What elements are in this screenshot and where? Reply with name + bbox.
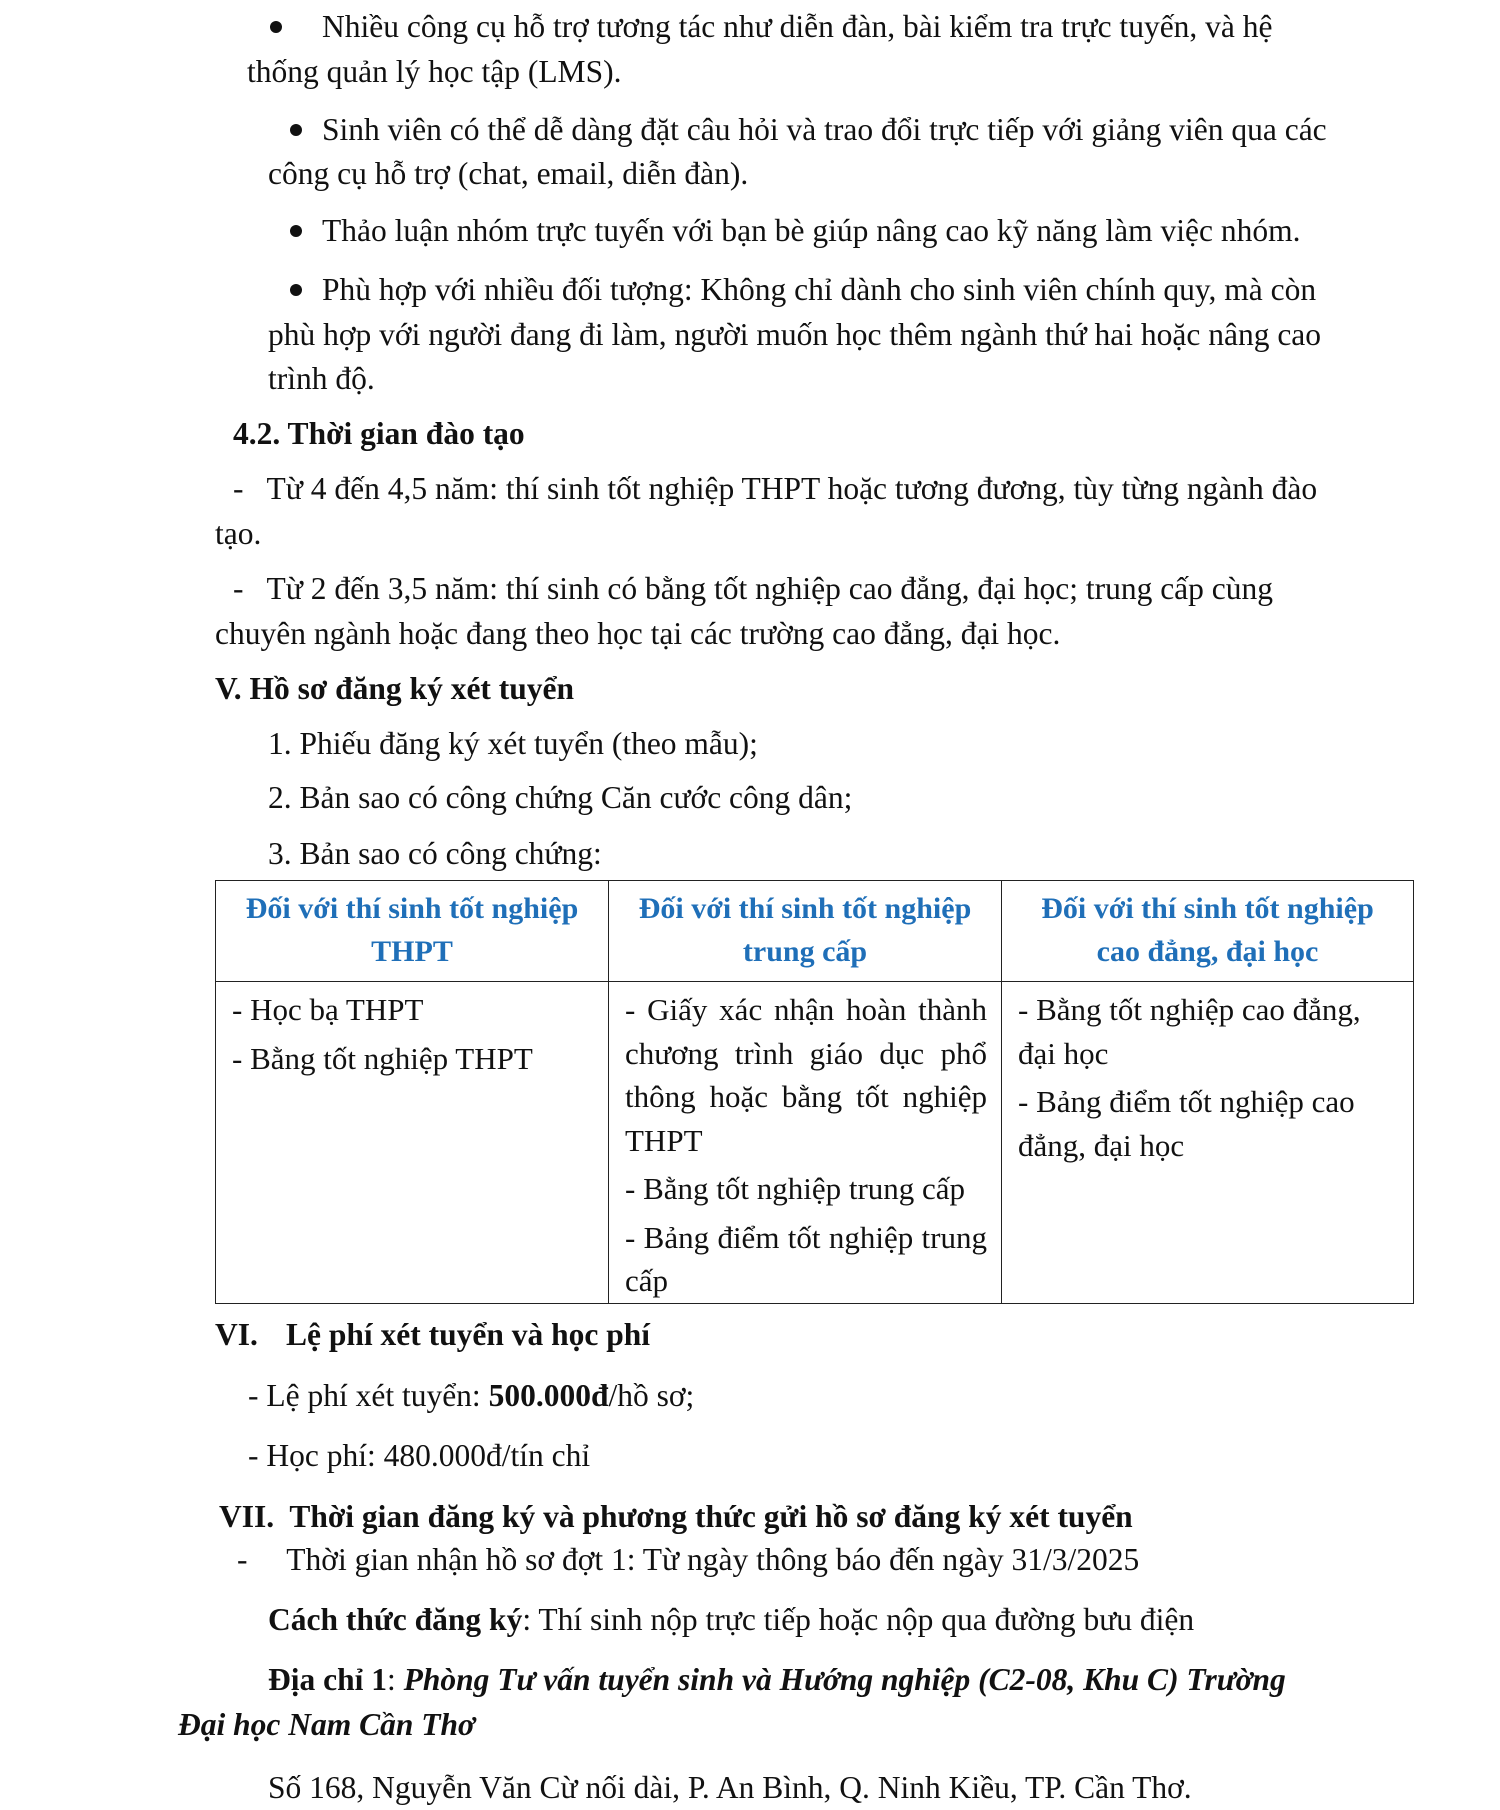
section-v-list-item-3: 3. Bản sao có công chứng:: [268, 836, 602, 871]
bullet-dot: [290, 225, 302, 237]
table-cell-item: - Học bạ THPT: [232, 992, 424, 1027]
section-4-2-item-2-line-1: - Từ 2 đến 3,5 năm: thí sinh có bằng tốt nghiệp cao đẳng, đại học; trung cấp cùng: [233, 571, 1274, 606]
section-v-heading: V. Hồ sơ đăng ký xét tuyển: [215, 671, 575, 706]
method-text: : Thí sinh nộp trực tiếp hoặc nộp qua đường bưu điện: [522, 1602, 1195, 1637]
bullet-3-line-1: Thảo luận nhóm trực tuyến với bạn bè giúp nâng cao kỹ năng làm việc nhóm.: [322, 213, 1301, 248]
table-cell-item: - Bằng tốt nghiệp cao đẳng, đại học: [1018, 992, 1361, 1071]
section-4-2-item-1-line-1: - Từ 4 đến 4,5 năm: thí sinh tốt nghiệp THPT hoặc tương đương, tùy từng ngành đào: [233, 471, 1318, 506]
table-cell-item: - Bảng điểm tốt nghiệp cao đẳng, đại học: [1018, 1084, 1355, 1163]
table-cell-thpt: [216, 982, 609, 1304]
table-cell-item: - Bằng tốt nghiệp trung cấp: [625, 1171, 966, 1206]
bullet-dot: [290, 124, 302, 136]
header-line: trung cấp: [742, 935, 868, 968]
bullet-2-line-1: Sinh viên có thể dễ dàng đặt câu hỏi và trao đổi trực tiếp với giảng viên qua các: [322, 112, 1327, 147]
bullet-1-line-2: thống quản lý học tập (LMS).: [247, 54, 622, 89]
header-line: cao đẳng, đại học: [1096, 935, 1319, 968]
section-vii-address-line-2: Đại học Nam Cần Thơ: [178, 1707, 475, 1742]
section-vii-period: - Thời gian nhận hồ sơ đợt 1: Từ ngày thông báo đến ngày 31/3/2025: [237, 1542, 1140, 1577]
section-4-2-heading: 4.2. Thời gian đào tạo: [233, 416, 525, 451]
header-line: Đối với thí sinh tốt nghiệp: [1041, 892, 1374, 925]
table-cell-item: - Bảng điểm tốt nghiệp trung cấp: [625, 1219, 987, 1298]
section-vi-fee: [248, 1373, 694, 1418]
table-header-cell: [216, 881, 609, 982]
section-vii-address: [268, 1657, 1286, 1702]
document-requirements-table: [215, 880, 1414, 1304]
section-vi-number: VI.: [215, 1317, 258, 1352]
address-line-1: Phòng Tư vấn tuyển sinh và Hướng nghiệp (C2-08, Khu C) Trường: [403, 1662, 1286, 1697]
section-v-list-item-2: 2. Bản sao có công chứng Căn cước công dân;: [268, 780, 853, 815]
bullet-1-line-1: [322, 4, 1359, 49]
section-vii-method: [268, 1597, 1194, 1642]
method-label: Cách thức đăng ký: [268, 1602, 523, 1637]
table-cell-trung-cap: [609, 982, 1002, 1304]
section-vii-heading: VII. Thời gian đăng ký và phương thức gửi hồ sơ đăng ký xét tuyển: [219, 1499, 1133, 1534]
table-header-cell: [609, 881, 1002, 982]
table-cell-item: - Bằng tốt nghiệp THPT: [232, 1040, 533, 1076]
header-line: Đối với thí sinh tốt nghiệp: [245, 892, 579, 925]
bullet-dot: [270, 21, 282, 33]
table-header-cell: [1002, 881, 1414, 982]
section-vi-tuition: - Học phí: 480.000đ/tín chỉ: [248, 1438, 591, 1473]
bullet-4-line-3: trình độ.: [268, 361, 375, 396]
bullet-text: Nhiều công cụ hỗ trợ tương tác như diễn đàn, bài kiểm tra trực tuyến, và hệ: [322, 9, 1273, 44]
header-line: THPT: [371, 935, 453, 968]
section-4-2-item-2-line-2: chuyên ngành hoặc đang theo học tại các trường cao đẳng, đại học.: [215, 616, 1061, 651]
header-line: Đối với thí sinh tốt nghiệp: [638, 892, 972, 925]
bullet-4-line-2: phù hợp với người đang đi làm, người muốn học thêm ngành thứ hai hoặc nâng cao: [268, 317, 1322, 352]
address-label: Địa chỉ 1: [268, 1662, 388, 1697]
bullet-4-line-1: Phù hợp với nhiều đối tượng: Không chỉ dành cho sinh viên chính quy, mà còn: [322, 272, 1317, 307]
bullet-2-line-2: công cụ hỗ trợ (chat, email, diễn đàn).: [268, 156, 749, 191]
address-colon: :: [387, 1662, 404, 1697]
table-cell-cao-dang-dai-hoc: [1002, 982, 1414, 1304]
fee-suffix: /hồ sơ;: [608, 1378, 695, 1413]
section-vii-street: Số 168, Nguyễn Văn Cừ nối dài, P. An Bình, Q. Ninh Kiều, TP. Cần Thơ.: [268, 1770, 1192, 1805]
bullet-dot: [290, 284, 302, 296]
section-v-list-item-1: 1. Phiếu đăng ký xét tuyển (theo mẫu);: [268, 726, 758, 761]
section-4-2-item-1-line-2: tạo.: [215, 516, 262, 551]
fee-value: 500.000đ: [488, 1378, 609, 1413]
table-row: [216, 982, 1414, 1304]
table-cell-item: - Giấy xác nhận hoàn thành chương trình giáo dục phổ thông hoặc bằng tốt nghiệp THPT: [625, 992, 987, 1158]
section-vi-heading: Lệ phí xét tuyển và học phí: [286, 1317, 651, 1352]
table-header-row: [216, 881, 1414, 982]
fee-prefix: - Lệ phí xét tuyển:: [248, 1378, 489, 1413]
